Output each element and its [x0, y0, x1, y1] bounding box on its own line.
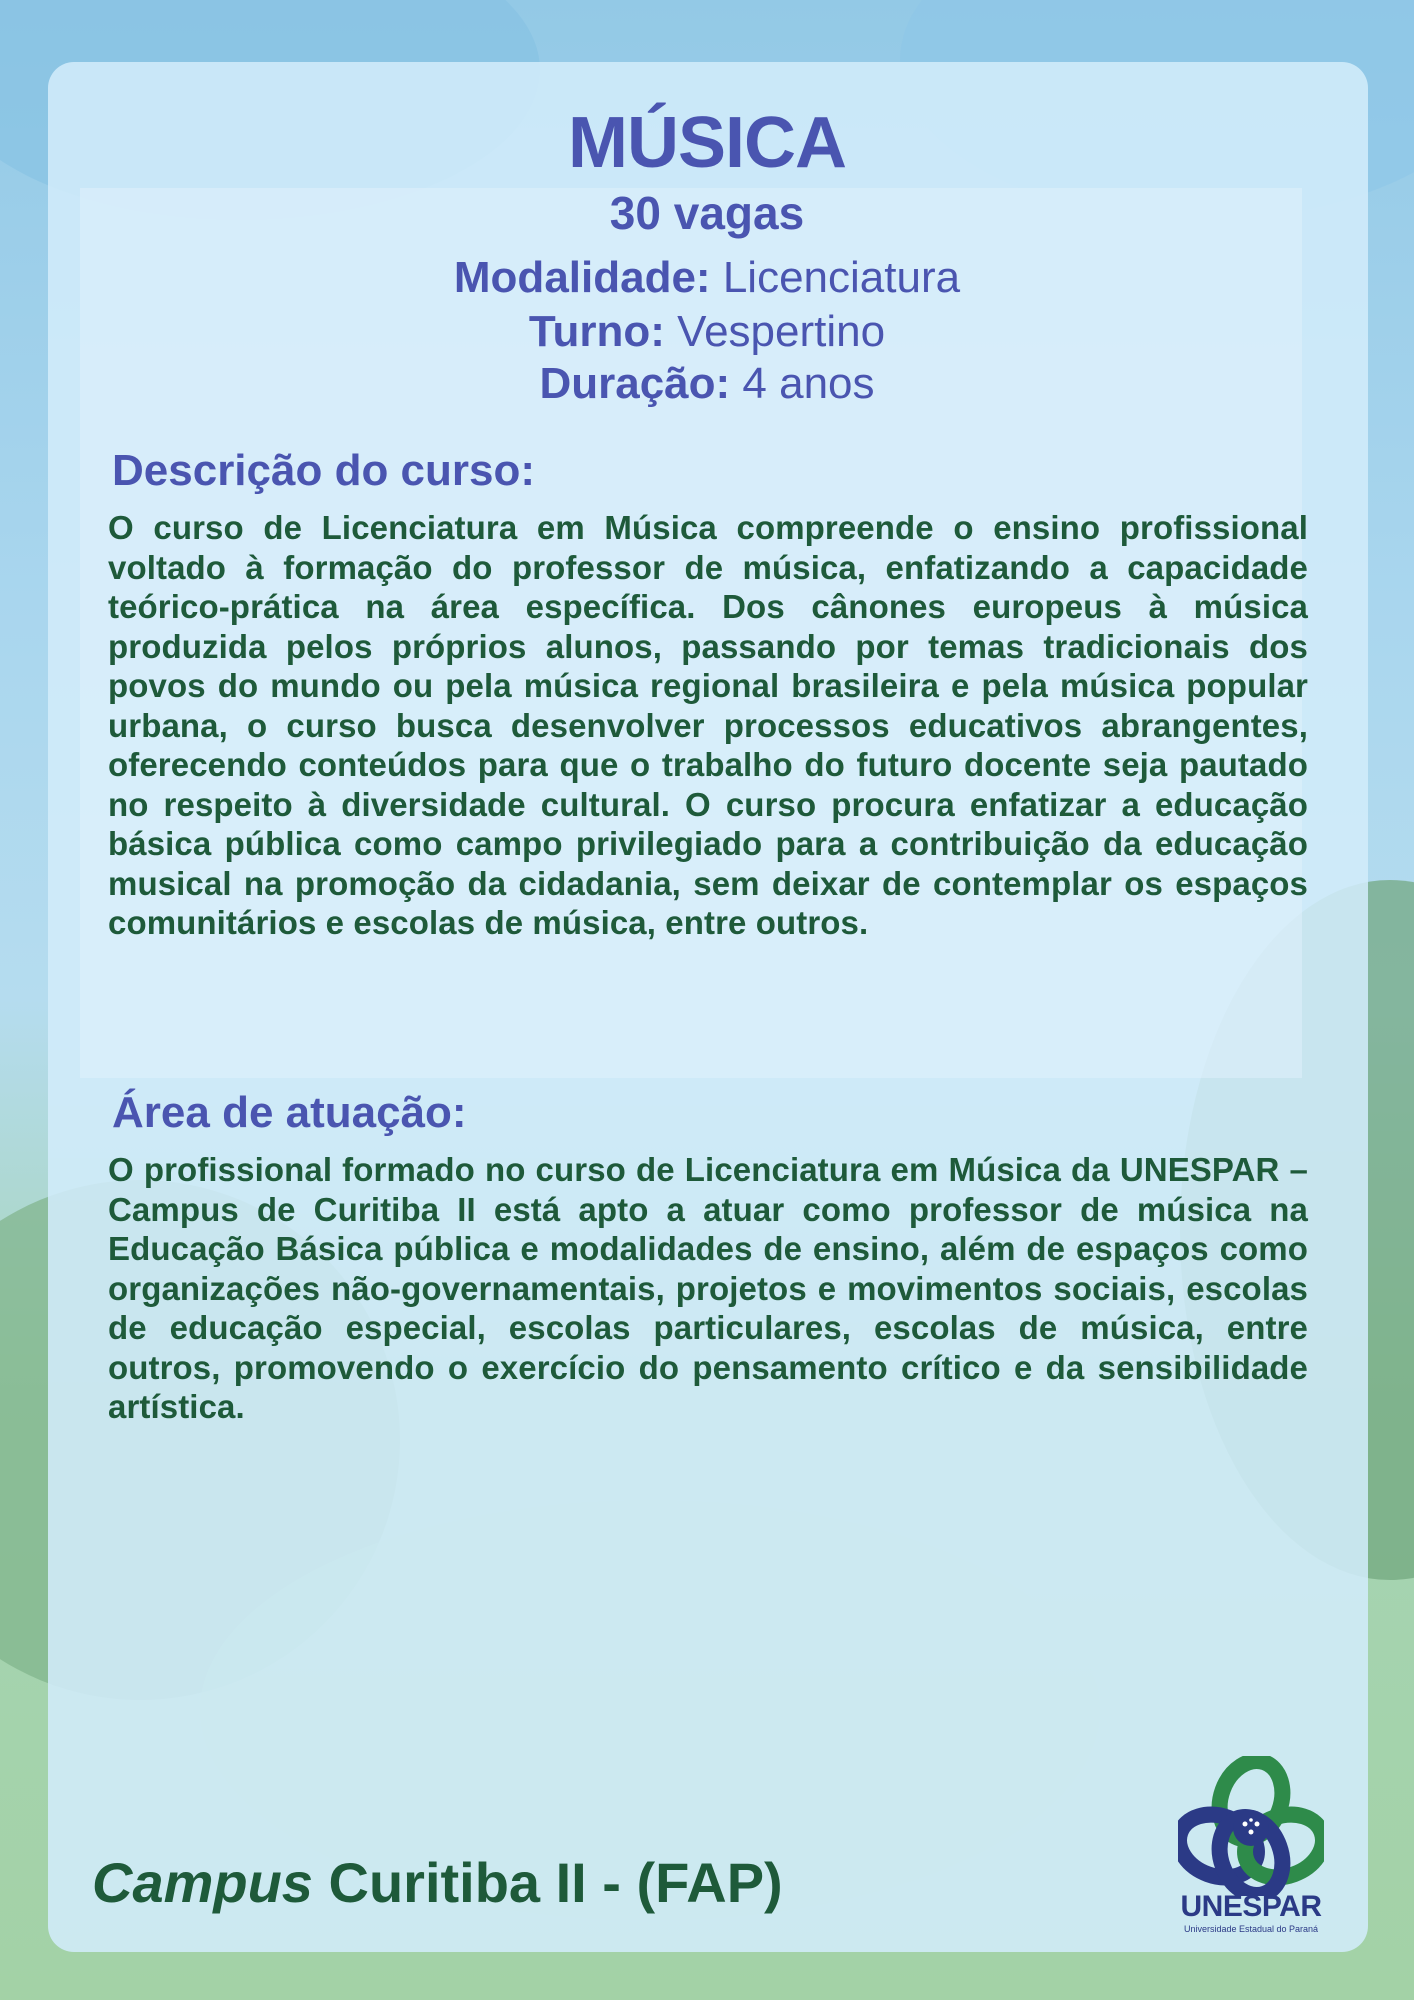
logo-subtitle: Universidade Estadual do Paraná: [1183, 1924, 1319, 1934]
duration-value: 4 anos: [730, 359, 875, 408]
campus-word: Campus: [92, 1851, 313, 1914]
modality-line: [0, 252, 1414, 304]
campus-name: [92, 1850, 783, 1915]
unespar-logo-icon: [1178, 1756, 1324, 1896]
campus-rest: Curitiba II - (FAP): [312, 1851, 783, 1914]
duration-label: Duração:: [539, 359, 731, 408]
description-heading: Descrição do curso:: [112, 446, 536, 495]
logo-name: UNESPAR: [1180, 1890, 1322, 1923]
shift-label: Turno:: [528, 307, 665, 356]
modality-value: Licenciatura: [710, 253, 961, 302]
area-heading: Área de atuação:: [112, 1088, 467, 1137]
course-title: MÚSICA: [568, 103, 846, 183]
shift-value: Vespertino: [664, 307, 886, 356]
description-text: O curso de Licenciatura em Música compreende o ensino profissional voltado à formação do professor de música, enfatizando a capacidade teórico-prática na área específica. Dos cânones europeus à música produzida pelos próprios alunos, passando por temas tradicionais dos povos do mundo ou pela música regional brasileira e pela música popular urbana, o curso busca desenvolver processos educativos abrangentes, oferecendo conteúdos para que o trabalho do futuro docente seja pautado no respeito à diversidade cultural. O curso procura enfatizar a educação básica pública como campo privilegiado para a contribuição da educação musical na promoção da cidadania, sem deixar de contemplar os espaços comunitários e escolas de música, entre outros.: [108, 509, 1308, 941]
modality-label: Modalidade:: [453, 253, 711, 302]
unespar-logo: [1166, 1756, 1336, 1936]
area-text: O profissional formado no curso de Licenciatura em Música da UNESPAR – Campus de Curitiba II está apto a atuar como professor de música na Educação Básica pública e modalidades de ensino, além de espaços como organizações não-governamentais, projetos e movimentos sociais, escolas de educação especial, escolas particulares, escolas de música, entre outros, promovendo o exercício do pensamento crítico e da sensibilidade artística.: [108, 1151, 1308, 1425]
shift-line: [0, 306, 1414, 358]
duration-line: [0, 358, 1414, 410]
vacancies: 30 vagas: [609, 187, 805, 239]
